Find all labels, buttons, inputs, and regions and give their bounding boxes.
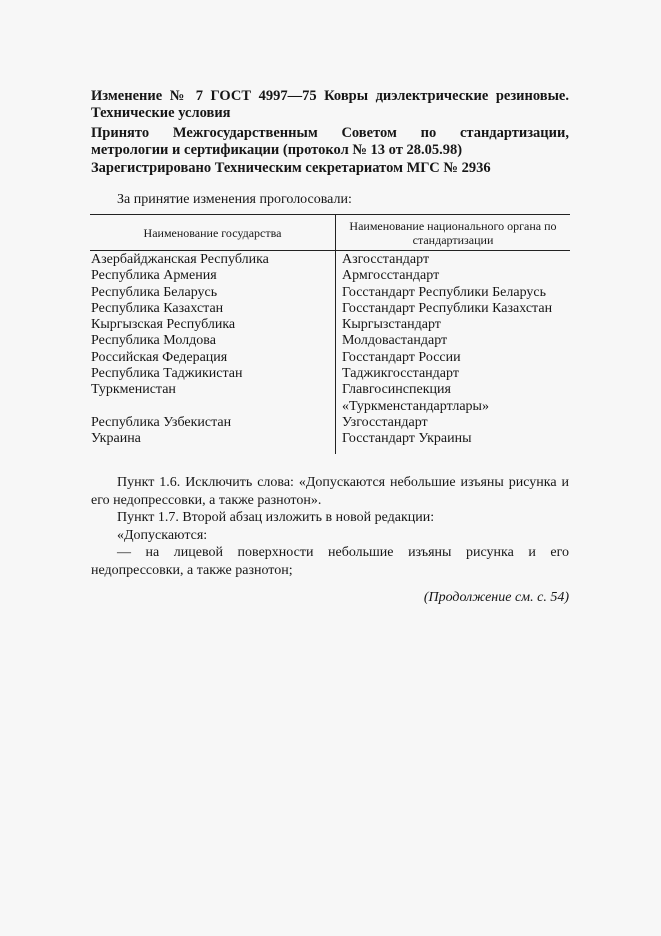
paragraph-quote-item: — на лицевой поверхности небольшие изъяны рисунка и его недопрессовки, а также разнотон; (91, 545, 569, 578)
paragraph-quote-open: «Допускаются: (117, 527, 208, 543)
state-name-cell: Республика Армения (91, 268, 217, 284)
state-name-cell: Республика Узбекистан (91, 414, 232, 430)
table-row (90, 366, 570, 382)
standards-body-cell: Узгосстандарт (342, 414, 428, 430)
standards-body-cell: Главгосинспекция «Туркменстандартлары» (342, 382, 489, 414)
standards-body-cell: Госстандарт Республики Беларусь (342, 284, 547, 300)
acceptance-note: Принято Межгосударственным Советом по стандартизации, метрологии и сертификации (протокол № 13 от 28.05.98) (91, 125, 569, 158)
standards-body-cell: Азгосстандарт (342, 252, 430, 267)
amendment-text (91, 474, 569, 579)
table-row (90, 333, 570, 349)
state-name-cell: Туркменистан (91, 382, 176, 398)
table-row (90, 285, 570, 301)
table-row (90, 431, 570, 447)
table-row (90, 317, 570, 333)
state-name-cell: Российская Федерация (91, 349, 228, 365)
table-row (90, 268, 570, 284)
standards-body-cell: Армгосстандарт (342, 268, 440, 284)
state-name-cell: Кыргызская Республика (91, 317, 236, 333)
state-name-cell: Республика Казахстан (91, 300, 224, 316)
state-name-cell: Республика Беларусь (91, 284, 218, 300)
table-row (90, 350, 570, 366)
continuation-note: (Продолжение см. с. 54) (423, 590, 569, 605)
voting-intro: За принятие изменения проголосовали: (117, 192, 352, 207)
paragraph-item-1-7: Пункт 1.7. Второй абзац изложить в новой редакции: (117, 510, 435, 525)
state-name-cell: Республика Таджикистан (91, 366, 243, 382)
column-header-standards-body: Наименование национального органа по стандартизации (349, 219, 557, 247)
document-title: Изменение № 7 ГОСТ 4997—75 Ковры диэлектрические резиновые. Технические условия (91, 88, 569, 121)
state-name-cell: Республика Молдова (91, 333, 216, 349)
table-top-rule (90, 214, 570, 215)
paragraph-item-1-6: Пункт 1.6. Исключить слова: «Допускаются небольшие изъяны рисунка и его недопрессовки, а также разнотон». (91, 475, 569, 508)
table-header-rule (90, 250, 570, 251)
standards-body-cell: Госстандарт России (342, 349, 461, 365)
state-name-cell: Украина (91, 431, 141, 447)
table-row (90, 301, 570, 317)
table-body (90, 252, 570, 448)
standards-body-cell: Таджикгосстандарт (342, 366, 459, 382)
table-row (90, 415, 570, 431)
standards-body-cell: Госстандарт Украины (342, 431, 472, 447)
registration-note: Зарегистрировано Техническим секретариатом МГС № 2936 (91, 160, 491, 176)
table-row (90, 382, 570, 415)
state-name-cell: Азербайджанская Республика (91, 252, 269, 267)
standards-body-cell: Госстандарт Республики Казахстан (342, 300, 553, 316)
table-row (90, 252, 570, 268)
standards-body-cell: Молдовастандарт (342, 333, 448, 349)
column-header-state: Наименование государства (143, 226, 282, 240)
standards-body-cell: Кыргызстандарт (342, 317, 441, 333)
